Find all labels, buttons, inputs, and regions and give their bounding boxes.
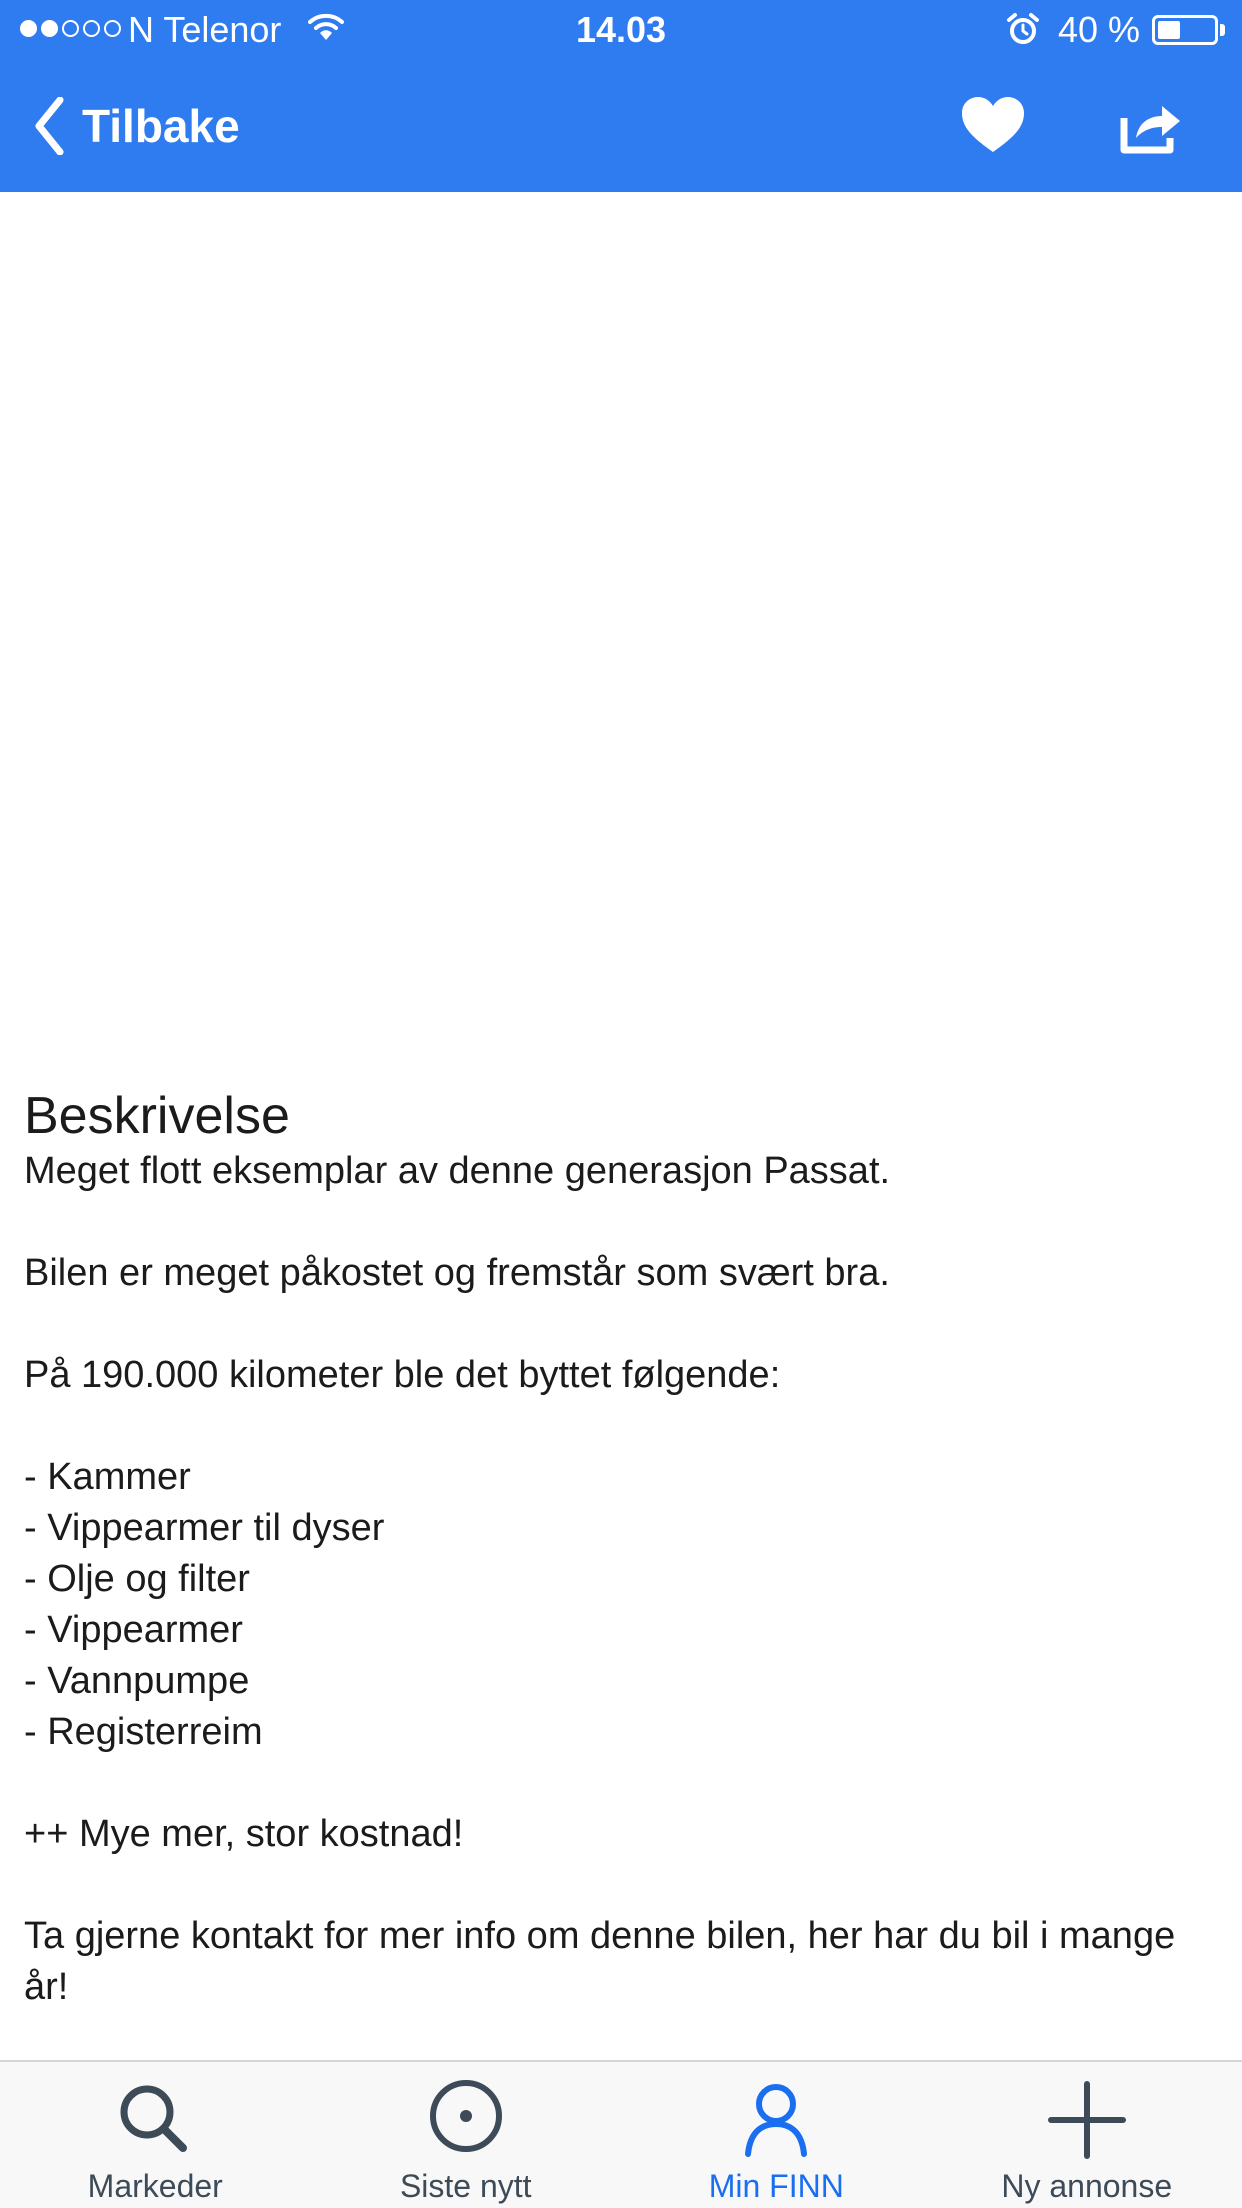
description-condition: Bilen er meget påkostet og fremstår som svært bra. <box>24 1252 890 1294</box>
list-item: - Vannpumpe <box>24 1660 250 1702</box>
person-icon <box>734 2078 818 2162</box>
battery-level <box>1158 21 1180 39</box>
back-button[interactable] <box>34 94 240 158</box>
tab-bar <box>0 2060 1242 2208</box>
tab-ny-annonse[interactable] <box>932 2062 1242 2208</box>
battery-icon <box>1152 15 1218 45</box>
description-section <box>24 1084 1214 2060</box>
navigation-bar <box>0 64 1242 192</box>
heart-icon[interactable] <box>960 96 1026 156</box>
description-heading: Beskrivelse <box>24 1087 290 1145</box>
search-icon <box>113 2078 197 2162</box>
back-label: Tilbake <box>82 100 240 152</box>
tab-min-finn[interactable] <box>621 2062 932 2208</box>
battery-cap <box>1220 24 1225 36</box>
battery-percent: 40 % <box>1058 9 1141 50</box>
description-contact: Ta gjerne kontakt for mer info om denne bilen, her har du bil i mange år! <box>24 1915 1176 2008</box>
share-icon[interactable] <box>1118 96 1182 156</box>
status-bar <box>0 0 1242 64</box>
tab-label: Ny annonse <box>1001 2168 1173 2204</box>
list-item: - Registerreim <box>24 1711 263 1753</box>
service-list <box>24 1452 1214 1758</box>
carrier-name: N Telenor <box>128 9 282 50</box>
tab-label: Siste nytt <box>399 2168 532 2204</box>
tab-markeder[interactable] <box>0 2062 311 2208</box>
alarm-icon <box>1006 12 1040 46</box>
status-time: 14.03 <box>575 9 667 50</box>
chevron-left-icon <box>34 97 64 155</box>
top-bar <box>0 0 1242 192</box>
description-service-intro: På 190.000 kilometer ble det byttet følgende: <box>24 1354 781 1396</box>
description-extra: ++ Mye mer, stor kostnad! <box>24 1813 464 1855</box>
list-item: - Olje og filter <box>24 1558 250 1600</box>
tab-siste-nytt[interactable] <box>311 2062 622 2208</box>
tab-label: Markeder <box>87 2168 223 2204</box>
list-item: - Kammer <box>24 1456 191 1498</box>
list-item: - Vippearmer <box>24 1609 243 1651</box>
description-intro: Meget flott eksemplar av denne generasjon Passat. <box>24 1150 891 1192</box>
tab-label: Min FINN <box>708 2168 844 2204</box>
list-item: - Vippearmer til dyser <box>24 1507 385 1549</box>
ad-content <box>0 192 1242 2060</box>
circle-dot-icon <box>424 2078 508 2162</box>
plus-icon <box>1045 2078 1129 2162</box>
